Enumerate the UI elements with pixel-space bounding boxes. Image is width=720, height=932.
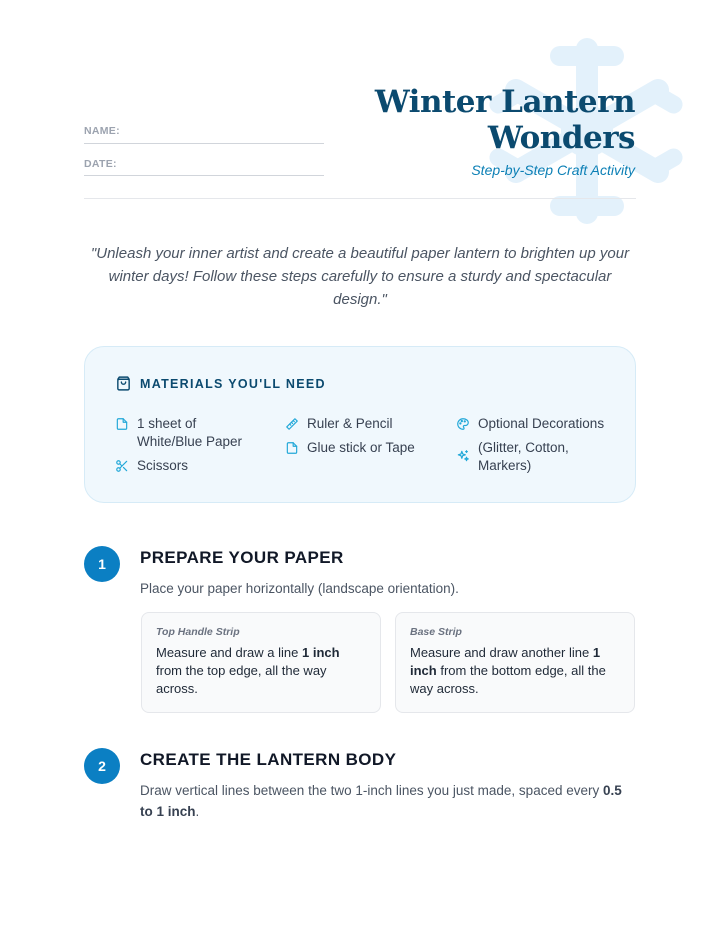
palette-icon	[456, 417, 470, 431]
ruler-icon	[285, 417, 299, 431]
step-number-badge: 2	[84, 748, 120, 784]
materials-card	[84, 346, 636, 503]
header-divider	[84, 198, 636, 199]
material-label: 1 sheet of White/Blue Paper	[137, 416, 243, 449]
name-field[interactable]	[84, 124, 324, 144]
card-label: Base Strip	[410, 626, 462, 638]
file-icon	[115, 417, 129, 431]
material-item-ruler	[285, 415, 445, 433]
material-label: Optional Decorations	[478, 416, 605, 431]
material-label: Scissors	[137, 458, 189, 473]
step-description: Place your paper horizontally (landscape orientation).	[140, 581, 459, 596]
top-handle-strip-card	[141, 612, 381, 713]
name-label: NAME:	[84, 125, 120, 137]
step-number-badge: 1	[84, 546, 120, 582]
page-subtitle: Step-by-Step Craft Activity	[471, 162, 635, 178]
material-label: Glue stick or Tape	[307, 440, 415, 455]
step-description: Draw vertical lines between the two 1-inch lines you just made, spaced every 0.5 to 1 inch.	[140, 783, 622, 819]
material-label: (Glitter, Cotton, Markers)	[478, 440, 569, 473]
date-field[interactable]	[84, 144, 324, 176]
step-1	[84, 546, 636, 716]
material-item-decorations	[456, 415, 616, 433]
shopping-bag-icon	[115, 375, 132, 392]
sparkles-icon	[456, 449, 470, 463]
step-title: PREPARE YOUR PAPER	[140, 548, 344, 567]
name-date-fields	[84, 124, 324, 176]
material-item-scissors	[115, 457, 265, 475]
material-item-glitter	[456, 439, 596, 475]
material-label: Ruler & Pencil	[307, 416, 393, 431]
step-2	[84, 748, 636, 828]
materials-header	[115, 375, 326, 392]
scissors-icon	[115, 459, 129, 473]
file-icon	[285, 441, 299, 455]
card-text: Measure and draw a line 1 inch from the top edge, all the way across.	[156, 645, 340, 696]
date-label: DATE:	[84, 158, 117, 170]
card-label: Top Handle Strip	[156, 626, 240, 638]
card-text: Measure and draw another line 1 inch from the bottom edge, all the way across.	[410, 645, 606, 696]
material-item-glue	[285, 439, 445, 457]
title-block	[375, 84, 635, 178]
intro-quote: "Unleash your inner artist and create a beautiful paper lantern to brighten up your winter days! Follow these steps carefully to ensure a sturdy and spectacular design."	[90, 245, 630, 308]
page-title-line-1: Winter Lantern	[374, 84, 635, 120]
base-strip-card	[395, 612, 635, 713]
step-title: CREATE THE LANTERN BODY	[140, 750, 397, 769]
material-item-paper	[115, 415, 265, 451]
materials-title: MATERIALS YOU'LL NEED	[140, 376, 326, 391]
page-title-line-2: Wonders	[487, 120, 635, 156]
